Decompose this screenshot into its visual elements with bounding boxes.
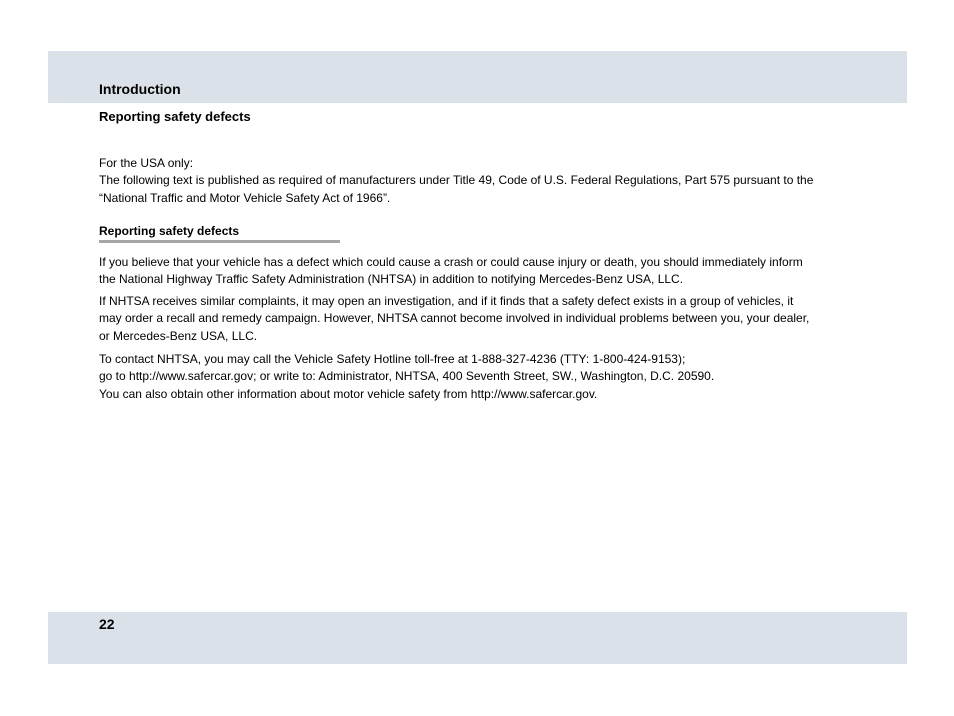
paragraph-contact <box>99 351 859 403</box>
intro-line: For the USA only: <box>99 156 194 170</box>
paragraph-line: go to http://www.safercar.gov; or write to: Administrator, NHTSA, 400 Seventh Street, SW., Washington, D.C. 20590. <box>99 369 715 384</box>
paragraph-line: or Mercedes-Benz USA, LLC. <box>99 328 258 343</box>
footer-band <box>48 612 907 664</box>
paragraph-line: You can also obtain other information about motor vehicle safety from http://www.safercar.gov. <box>99 386 598 401</box>
paragraph-investigation <box>99 293 859 345</box>
paragraph-line: may order a recall and remedy campaign. However, NHTSA cannot become involved in individual problems between you, your dealer, <box>99 311 810 326</box>
paragraph-line: If NHTSA receives similar complaints, it may open an investigation, and if it finds that a safety defect exists in a group of vehicles, it <box>99 294 794 308</box>
paragraph-report-defect <box>99 254 859 289</box>
section-title: Introduction <box>99 81 181 97</box>
intro-line: “National Traffic and Motor Vehicle Safety Act of 1966”. <box>99 190 391 205</box>
subsection-heading: Reporting safety defects <box>99 224 240 238</box>
intro-text <box>99 155 859 207</box>
paragraph-line: the National Highway Traffic Safety Administration (NHTSA) in addition to notifying Mercedes-Benz USA, LLC. <box>99 272 684 287</box>
paragraph-line: If you believe that your vehicle has a defect which could cause a crash or could cause injury or death, you should immediately inform <box>99 255 803 269</box>
page-heading: Reporting safety defects <box>99 109 251 124</box>
page-number: 22 <box>99 616 115 632</box>
intro-line: The following text is published as required of manufacturers under Title 49, Code of U.S. Federal Regulations, Part 575 pursuant to the <box>99 173 814 188</box>
paragraph-line: To contact NHTSA, you may call the Vehicle Safety Hotline toll-free at 1-888-327-4236 (TTY: 1-800-424-9153); <box>99 352 686 366</box>
subsection-heading-rule <box>99 240 340 243</box>
